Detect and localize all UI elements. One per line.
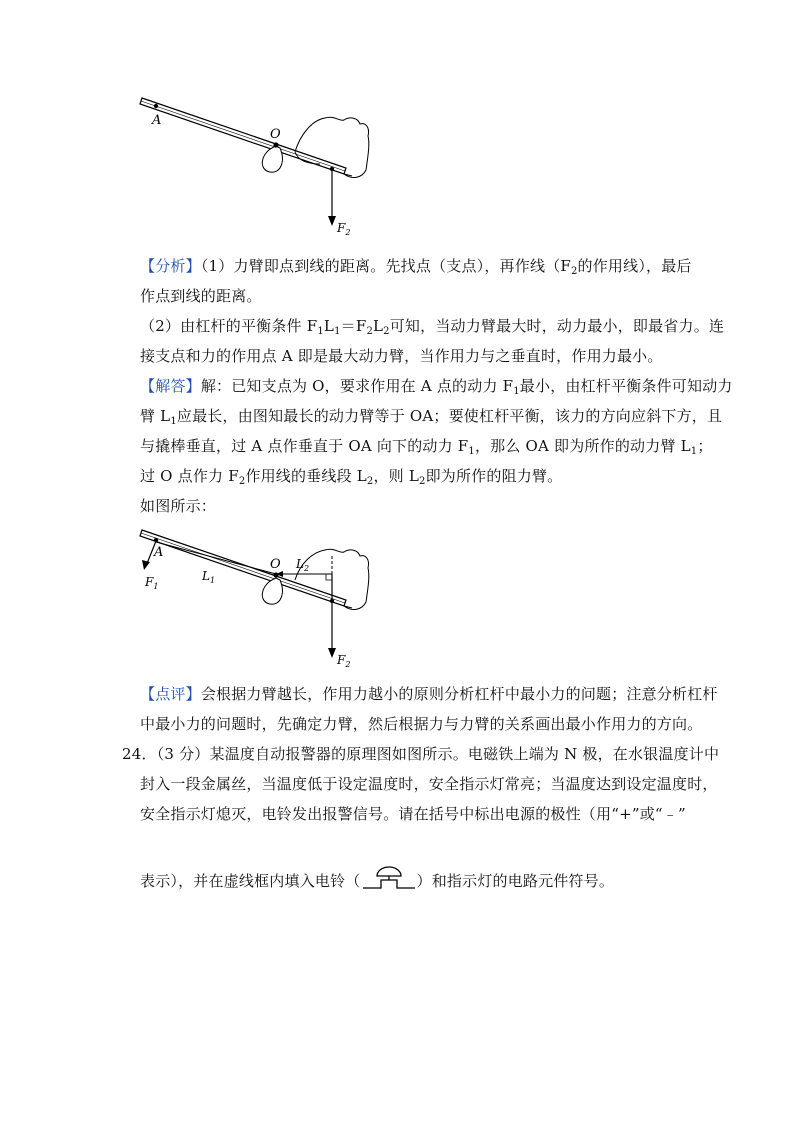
label-f2-2: $F_2$ bbox=[337, 653, 351, 669]
question24-line-1: 24．（3 分）某温度自动报警器的原理图如图所示。电磁铁上端为 N 极，在水银温度计中 bbox=[122, 745, 720, 763]
answer-line-3: 与撬棒垂直，过 A 点作垂直于 OA 向下的动力 $F_1$，那么 OA 即为所作的动力臂 $L_1$； bbox=[140, 437, 713, 457]
label-a-2: A bbox=[154, 545, 164, 560]
analysis-tag: 【分析】 bbox=[140, 257, 201, 275]
analysis-line-2: 作点到线的距离。 bbox=[140, 287, 262, 305]
label-f2: $F_2$ bbox=[337, 221, 351, 237]
label-a: A bbox=[152, 113, 162, 128]
point-a bbox=[154, 104, 158, 108]
comment-line-2: 中最小力的问题时，先确定力臂，然后根据力与力臂的关系画出最小作用力的方向。 bbox=[140, 715, 703, 733]
analysis-line-4: 接支点和力的作用点 A 即是最大动力臂，当作用力与之垂直时，作用力最小。 bbox=[140, 347, 663, 365]
label-o-2: O bbox=[270, 557, 281, 572]
analysis-line-3: （2）由杠杆的平衡条件 $F_1L_1=F_2L_2$可知，当动力臂最大时，动力最小，即最省力。连 bbox=[140, 317, 725, 337]
comment-line-1: 【点评】会根据力臂越长，作用力越小的原则分析杠杆中最小力的问题；注意分析杠杆 bbox=[140, 685, 718, 703]
arm-l1 bbox=[156, 542, 276, 574]
question24-line-3: 安全指示灯熄灭，电铃发出报警信号。请在括号中标出电源的极性（用“+”或“﹣” bbox=[140, 805, 686, 823]
point-o-2 bbox=[273, 572, 278, 577]
fulcrum bbox=[262, 146, 282, 172]
comment-tag: 【点评】 bbox=[140, 685, 201, 703]
label-o: O bbox=[270, 127, 281, 142]
answer-tag: 【解答】 bbox=[140, 377, 201, 395]
answer-line-1: 【解答】解：已知支点为 O，要求作用在 A 点的动力 $F_1$最小，由杠杆平衡条件可知动力 bbox=[140, 377, 733, 397]
answer-line-4: 过 O 点作力 $F_2$作用线的垂线段 $L_2$，则 $L_2$即为所作的阻力臂。 bbox=[140, 467, 563, 487]
lever-figure-1 bbox=[130, 90, 390, 240]
question24-line-2: 封入一段金属丝，当温度低于设定温度时，安全指示灯常亮；当温度达到设定温度时， bbox=[140, 775, 718, 793]
label-l2: $L_2$ bbox=[296, 557, 310, 573]
answer-line-2: 臂 $L_1$应最长，由图知最长的动力臂等于 OA；要使杠杆平衡，该力的方向应斜下方，且 bbox=[140, 407, 723, 427]
question-number: 24． bbox=[122, 745, 157, 763]
fulcrum-2 bbox=[262, 578, 282, 604]
point-o bbox=[273, 142, 278, 147]
label-l1: $L_1$ bbox=[202, 569, 216, 585]
question24-line-4: 表示），并在虚线框内填入电铃（ ）和指示灯的电路元件符号。 bbox=[140, 862, 614, 892]
label-f1: $F_1$ bbox=[145, 575, 159, 591]
bell-symbol-icon bbox=[361, 862, 417, 892]
answer-line-5: 如图所示： bbox=[140, 497, 217, 515]
lever-figure-2 bbox=[130, 522, 390, 672]
analysis-line-1: 【分析】（1）力臂即点到线的距离。先找点（支点），再作线（$F_2$的作用线），最后 bbox=[140, 257, 692, 277]
